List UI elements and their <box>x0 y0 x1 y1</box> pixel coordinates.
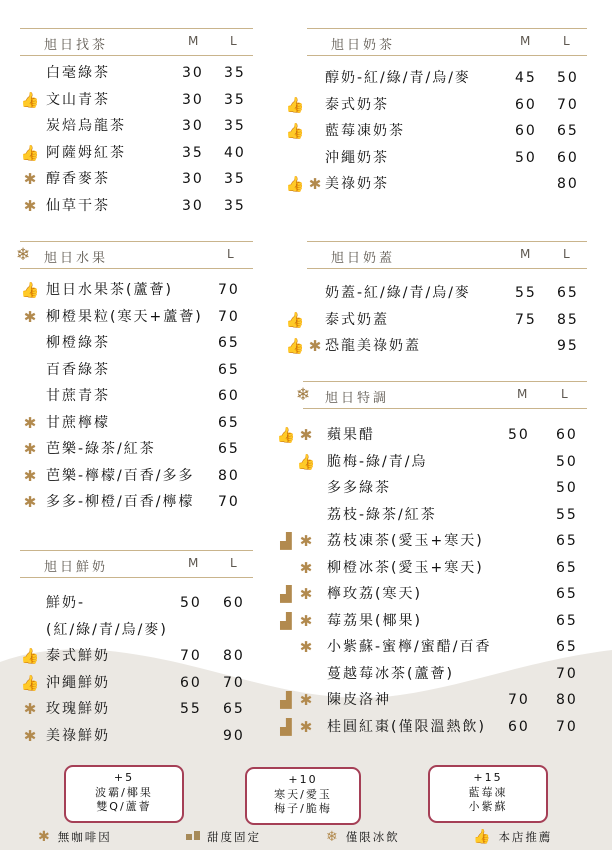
price-l: 65 <box>556 533 578 549</box>
section-header <box>20 550 253 578</box>
item-icons <box>285 120 329 142</box>
item-name: 芭樂-檸檬/百香/多多 <box>46 467 195 484</box>
item-icons <box>276 504 320 526</box>
menu-item <box>20 410 253 437</box>
menu-item <box>276 687 587 714</box>
price-l: 65 <box>223 701 245 717</box>
price-l: 95 <box>557 338 579 354</box>
sweetness-blocks-icon: ▟ <box>280 532 292 550</box>
section-fruit <box>16 241 253 516</box>
item-icons <box>276 530 320 552</box>
snowflake-icon: ✱ <box>299 717 313 736</box>
price-m: 75 <box>515 311 537 328</box>
menu-item <box>276 449 587 476</box>
thumbs-up-icon: 👍 <box>285 310 305 329</box>
legend-label: 僅限冰飲 <box>345 830 400 844</box>
section-tea <box>20 28 253 219</box>
section-title: 旭日鮮奶 <box>44 560 109 575</box>
section-title: 旭日找茶 <box>44 38 109 53</box>
menu-item <box>285 333 587 360</box>
item-name: 多多綠茶 <box>327 480 391 496</box>
thumbs-up-icon: 👍 <box>20 143 40 162</box>
price-m: 50 <box>515 149 537 166</box>
item-name: 柳橙冰茶(愛玉+寒天) <box>327 559 484 576</box>
legend-item <box>326 829 400 845</box>
snowflake-icon: ✱ <box>299 532 313 550</box>
price-m: 60 <box>508 718 530 735</box>
price-l: 70 <box>556 718 578 735</box>
topping-tag-10 <box>245 767 361 825</box>
menu-item <box>20 87 253 114</box>
menu-item <box>307 65 587 92</box>
section-header <box>307 28 587 56</box>
snowflake-icon: ✱ <box>23 466 37 485</box>
price-m: 55 <box>180 701 202 717</box>
section-header <box>16 241 253 269</box>
item-name: 仙草干茶 <box>46 197 110 214</box>
item-name: 奶蓋-紅/綠/青/烏/麥 <box>325 285 471 301</box>
snowflake-icon: ✱ <box>23 413 37 432</box>
price-l: 40 <box>224 144 246 161</box>
price-l: 65 <box>557 285 579 301</box>
item-name: 炭焙烏龍茶 <box>46 118 126 134</box>
item-name: 荔枝凍茶(愛玉+寒天) <box>327 533 484 549</box>
snowflake-icon: ✱ <box>23 440 37 458</box>
snowflake-icon: ✱ <box>299 558 313 577</box>
snowflake-icon: ✱ <box>23 700 37 718</box>
item-name: 柳橙綠茶 <box>46 335 110 351</box>
price-l: 35 <box>224 118 246 134</box>
price-l: 65 <box>556 586 578 602</box>
price-l: 35 <box>224 65 246 81</box>
menu-item <box>20 489 253 516</box>
menu-item <box>307 280 587 307</box>
price-l: 65 <box>218 335 240 351</box>
price-m: 60 <box>515 96 537 113</box>
price-m: 60 <box>515 123 537 139</box>
menu-item <box>20 357 253 384</box>
sweetness-blocks-icon: ▟ <box>280 717 292 736</box>
section-milktea <box>285 28 587 198</box>
legend <box>38 829 602 847</box>
item-name: 泰式奶茶 <box>325 96 389 113</box>
snowflake-icon: ✱ <box>299 585 313 603</box>
menu-item <box>20 643 253 670</box>
price-m: 50 <box>508 427 530 443</box>
item-name: 甘蔗檸檬 <box>46 414 110 431</box>
price-l: 60 <box>223 595 245 611</box>
snowflake-icon: ✱ <box>38 829 52 845</box>
col-m-label: M <box>520 247 531 261</box>
snowflake-icon: ✱ <box>299 691 313 709</box>
menu-item <box>285 171 587 198</box>
item-icons <box>276 424 320 446</box>
menu-item <box>20 193 253 220</box>
section-freshmilk <box>20 550 253 749</box>
section-header <box>296 381 587 409</box>
menu-item <box>20 590 253 617</box>
item-name: 阿薩姆紅茶 <box>46 144 126 161</box>
item-list <box>20 590 253 749</box>
sweetness-blocks-icon: ▟ <box>280 585 292 603</box>
menu-item <box>285 307 587 334</box>
snowflake-icon: ✱ <box>308 175 322 193</box>
price-l: 65 <box>218 361 240 378</box>
item-name: 桂圓紅棗(僅限溫熱飲) <box>327 718 486 735</box>
menu-item <box>276 581 587 608</box>
price-l: 70 <box>556 665 578 682</box>
item-name: 多多-柳橙/百香/檸檬 <box>46 494 195 510</box>
item-name: 鮮奶- <box>46 595 86 611</box>
menu-item <box>20 696 253 723</box>
price-l: 50 <box>556 453 578 470</box>
item-icons <box>276 689 320 711</box>
thumbs-up-icon: 👍 <box>285 95 305 114</box>
menu-item <box>20 304 253 331</box>
thumbs-up-icon: 👍 <box>296 452 316 471</box>
legend-label: 甜度固定 <box>207 830 261 844</box>
item-name: 莓荔果(椰果) <box>327 612 422 629</box>
price-m: 70 <box>180 648 202 664</box>
topping-line: 寒天/愛玉 <box>274 787 332 801</box>
item-name: 檸玫荔(寒天) <box>327 586 422 602</box>
section-title: 旭日水果 <box>44 251 109 266</box>
snowflake-icon: ✱ <box>23 307 37 326</box>
price-l: 85 <box>557 311 579 328</box>
snowflake-icon: ❄ <box>16 245 31 265</box>
item-icons <box>276 663 320 685</box>
item-list <box>20 277 253 516</box>
menu-item <box>276 714 587 741</box>
item-name: 沖繩鮮奶 <box>46 674 110 691</box>
topping-price: +10 <box>288 773 318 786</box>
sweetness-blocks-icon <box>185 829 201 845</box>
topping-line: 雙Q/蘆薈 <box>96 800 152 813</box>
legend-label: 本店推薦 <box>498 830 553 844</box>
item-icons <box>276 716 320 738</box>
item-icons <box>276 557 320 579</box>
menu-item <box>20 166 253 193</box>
item-name: 美祿奶茶 <box>325 176 389 192</box>
menu-item <box>20 60 253 87</box>
price-l: 50 <box>556 480 578 496</box>
section-title: 旭日奶蓋 <box>331 251 396 266</box>
menu-item <box>276 661 587 688</box>
item-name: 玫瑰鮮奶 <box>46 701 110 717</box>
col-l-label: L <box>230 34 237 48</box>
menu-item <box>307 145 587 172</box>
price-m: 30 <box>182 65 204 81</box>
item-list <box>20 60 253 219</box>
item-name: 甘蔗青茶 <box>46 388 110 404</box>
topping-tag-15 <box>428 765 548 823</box>
price-m: 55 <box>515 285 537 301</box>
item-icons <box>285 94 329 116</box>
topping-tag-5 <box>64 765 184 823</box>
snowflake-icon: ✱ <box>23 726 37 745</box>
price-l: 50 <box>557 70 579 86</box>
snowflake-icon: ✱ <box>23 196 37 215</box>
item-name: 沖繩奶茶 <box>325 149 389 166</box>
item-name: 芭樂-綠茶/紅茶 <box>46 441 156 457</box>
menu-item <box>20 436 253 463</box>
item-name: 醇香麥茶 <box>46 171 110 187</box>
price-l: 55 <box>556 506 578 523</box>
item-name: (紅/綠/青/烏/麥) <box>46 621 168 638</box>
menu-item <box>285 118 587 145</box>
col-l-label: L <box>227 247 234 261</box>
item-icons <box>285 309 329 331</box>
price-l: 60 <box>556 427 578 443</box>
legend-label: 無咖啡因 <box>57 830 112 844</box>
price-l: 60 <box>218 388 240 404</box>
menu-item <box>20 277 253 304</box>
price-l: 35 <box>224 171 246 187</box>
price-m: 30 <box>182 171 204 187</box>
snowflake-icon: ✱ <box>299 426 313 444</box>
menu-item <box>276 475 587 502</box>
topping-price: +5 <box>113 771 135 784</box>
col-m-label: M <box>517 387 528 401</box>
snowflake-icon: ✱ <box>299 611 313 630</box>
legend-item <box>185 829 261 845</box>
thumbs-up-icon: 👍 <box>285 337 305 355</box>
topping-line: 波霸/椰果 <box>95 785 153 799</box>
menu-item <box>20 670 253 697</box>
price-m: 45 <box>515 70 537 86</box>
item-icons <box>285 335 329 357</box>
price-l: 65 <box>556 639 578 655</box>
sweetness-blocks-icon: ▟ <box>280 611 292 630</box>
topping-line: 藍莓凍 <box>468 785 508 799</box>
item-icons <box>285 67 329 89</box>
price-l: 65 <box>556 612 578 629</box>
item-name: 美祿鮮奶 <box>46 727 110 744</box>
thumbs-up-icon: 👍 <box>20 281 40 299</box>
menu-item <box>20 617 253 644</box>
menu-item <box>20 463 253 490</box>
item-name: 小紫蘇-蜜檸/蜜醋/百香 <box>327 639 492 655</box>
item-name: 脆梅-綠/青/烏 <box>327 453 428 470</box>
item-icons <box>285 147 329 169</box>
item-icons <box>285 173 329 195</box>
snowflake-icon: ✱ <box>23 170 37 188</box>
price-l: 90 <box>223 727 245 744</box>
item-name: 荔枝-綠茶/紅茶 <box>327 506 437 523</box>
item-name: 藍莓凍奶茶 <box>325 123 405 139</box>
price-l: 70 <box>557 96 579 113</box>
price-m: 50 <box>180 595 202 611</box>
legend-item <box>473 829 552 845</box>
price-l: 65 <box>556 559 578 576</box>
price-l: 35 <box>224 91 246 108</box>
price-m: 60 <box>180 674 202 691</box>
item-icons <box>276 451 320 473</box>
item-name: 蔓越莓冰茶(蘆薈) <box>327 665 454 682</box>
menu-item <box>276 608 587 635</box>
menu-item <box>20 383 253 410</box>
menu-item <box>20 140 253 167</box>
menu-item <box>276 502 587 529</box>
price-m: 70 <box>508 692 530 708</box>
item-name: 文山青茶 <box>46 91 110 108</box>
legend-item <box>38 829 112 845</box>
item-name: 白毫綠茶 <box>46 65 110 81</box>
price-l: 35 <box>224 197 246 214</box>
thumbs-up-icon: 👍 <box>276 426 296 444</box>
section-header <box>307 241 587 269</box>
col-m-label: M <box>188 556 199 570</box>
price-l: 65 <box>218 414 240 431</box>
item-list <box>285 280 587 360</box>
price-m: 35 <box>182 144 204 161</box>
thumbs-up-icon: 👍 <box>285 175 305 193</box>
section-special <box>276 381 587 740</box>
thumbs-up-icon: 👍 <box>285 122 305 140</box>
menu-item <box>276 634 587 661</box>
price-l: 80 <box>218 467 240 484</box>
topping-line: 梅子/脆梅 <box>274 802 332 815</box>
item-icons <box>285 282 329 304</box>
col-m-label: M <box>520 34 531 48</box>
section-title: 旭日奶茶 <box>331 38 396 53</box>
col-m-label: M <box>188 34 199 48</box>
menu-item <box>20 113 253 140</box>
menu-item <box>276 555 587 582</box>
menu-item <box>276 528 587 555</box>
price-l: 80 <box>556 692 578 708</box>
item-name: 泰式鮮奶 <box>46 648 110 664</box>
snowflake-icon: ✱ <box>23 493 37 511</box>
item-list <box>285 65 587 198</box>
item-icons <box>276 583 320 605</box>
item-name: 柳橙果粒(寒天+蘆薈) <box>46 308 203 325</box>
menu-item <box>20 723 253 750</box>
item-list <box>276 422 587 740</box>
thumbs-up-icon: 👍 <box>20 673 40 692</box>
price-l: 65 <box>557 123 579 139</box>
price-l: 70 <box>218 282 240 298</box>
snowflake-icon: ❄ <box>296 385 311 405</box>
thumbs-up-icon: 👍 <box>473 829 493 845</box>
item-name: 醇奶-紅/綠/青/烏/麥 <box>325 70 471 86</box>
menu-item <box>276 422 587 449</box>
item-name: 蘋果醋 <box>327 427 375 443</box>
item-name: 旭日水果茶(蘆薈) <box>46 282 173 298</box>
thumbs-up-icon: 👍 <box>20 647 40 665</box>
price-l: 70 <box>218 494 240 510</box>
item-name: 陳皮洛神 <box>327 692 391 708</box>
topping-line: 小紫蘇 <box>468 800 508 813</box>
item-icons <box>276 477 320 499</box>
price-l: 70 <box>223 674 245 691</box>
price-m: 30 <box>182 91 204 108</box>
price-l: 80 <box>223 648 245 664</box>
item-icons <box>276 610 320 632</box>
snowflake-icon: ❄ <box>326 829 340 845</box>
item-name: 百香綠茶 <box>46 361 110 378</box>
col-l-label: L <box>561 387 568 401</box>
price-m: 30 <box>182 197 204 214</box>
section-title: 旭日特調 <box>325 391 390 406</box>
col-l-label: L <box>563 247 570 261</box>
price-l: 70 <box>218 308 240 325</box>
item-name: 泰式奶蓋 <box>325 311 389 328</box>
price-l: 80 <box>557 176 579 192</box>
topping-price: +15 <box>473 771 503 784</box>
thumbs-up-icon: 👍 <box>20 90 40 109</box>
item-name: 恐龍美祿奶蓋 <box>325 338 421 354</box>
menu-item <box>20 330 253 357</box>
section-header <box>20 28 253 56</box>
sweetness-blocks-icon: ▟ <box>280 691 292 709</box>
col-l-label: L <box>230 556 237 570</box>
item-icons <box>276 636 320 658</box>
snowflake-icon: ✱ <box>299 638 313 656</box>
price-l: 65 <box>218 441 240 457</box>
menu-item <box>285 92 587 119</box>
section-milkcap <box>285 241 587 360</box>
price-l: 60 <box>557 149 579 166</box>
snowflake-icon: ✱ <box>308 337 322 355</box>
price-m: 30 <box>182 118 204 134</box>
col-l-label: L <box>563 34 570 48</box>
